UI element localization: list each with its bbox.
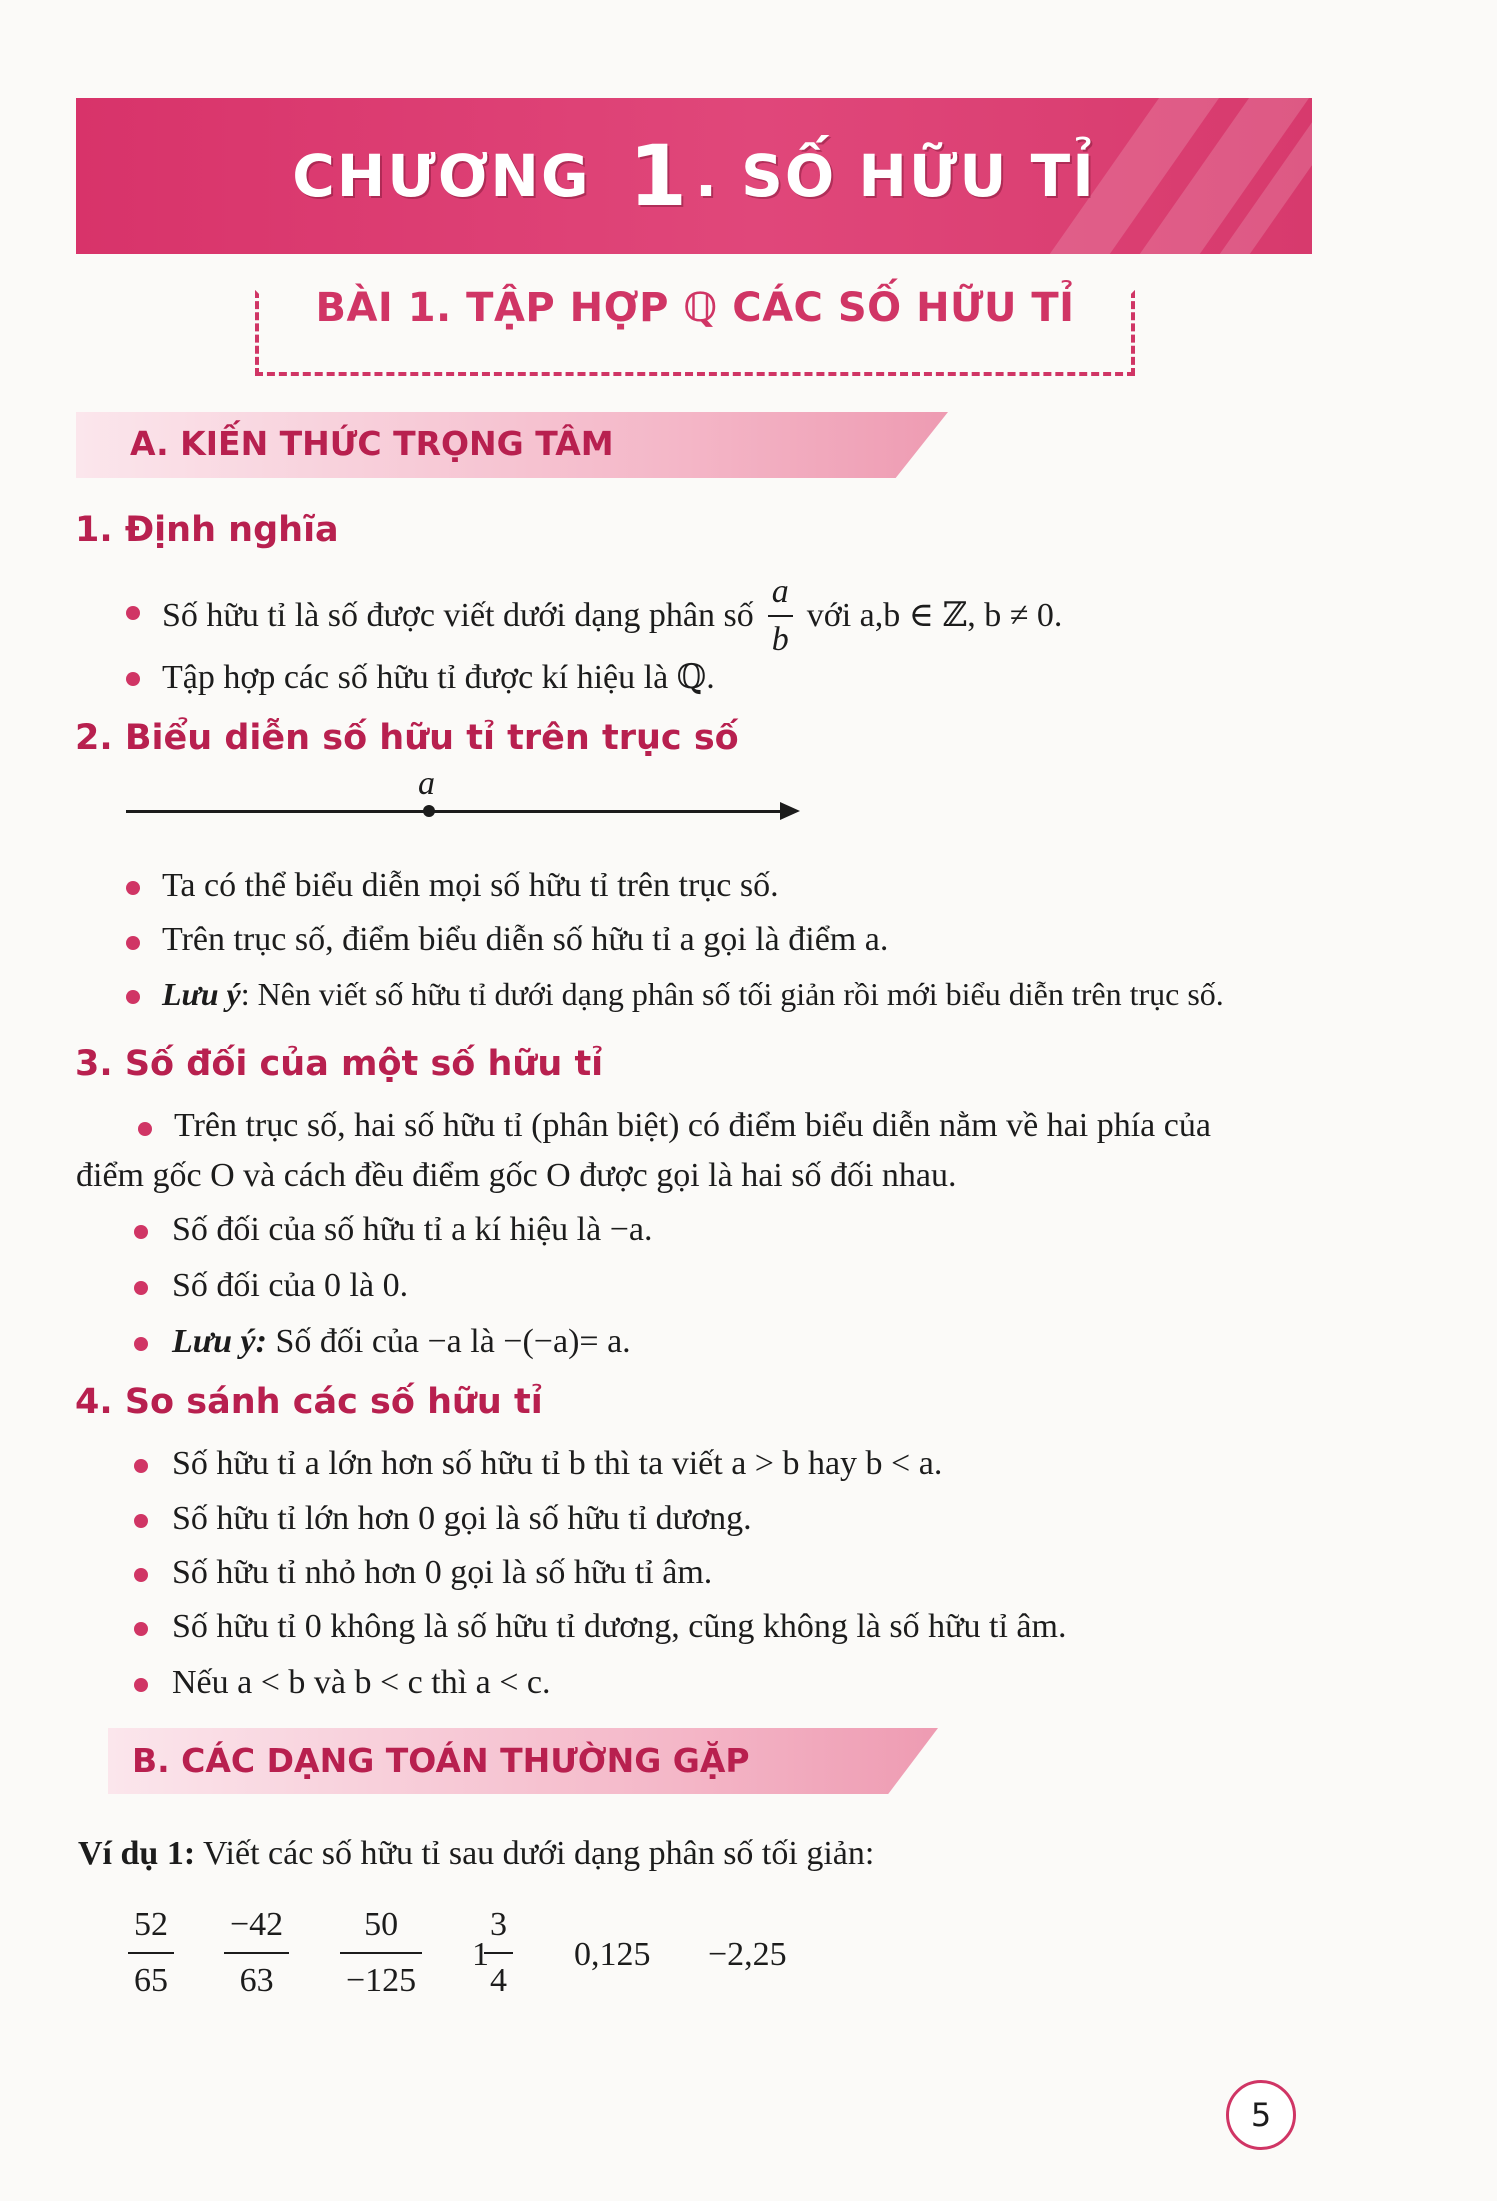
opposite-bullet-1: Số đối của số hữu tỉ a kí hiệu là −a. <box>172 1211 653 1248</box>
lesson-title: BÀI 1. TẬP HỢP ℚ CÁC SỐ HỮU TỈ <box>255 285 1135 331</box>
bullet-icon <box>126 672 140 686</box>
mixed-number-whole: 1 <box>472 1936 489 1973</box>
fraction-neg42-63: $\frac{-42}{63}$ <box>224 1908 289 1998</box>
bullet-icon <box>126 881 140 895</box>
comparison-bullet-2: Số hữu tỉ lớn hơn 0 gọi là số hữu tỉ dương. <box>172 1500 752 1537</box>
heading-definition: 1. Định nghĩa <box>75 510 339 550</box>
bullet-icon <box>126 990 140 1004</box>
number-line-point-label: a <box>418 765 435 802</box>
bullet-icon <box>134 1281 148 1295</box>
number-line-bullet-1: Ta có thể biểu diễn mọi số hữu tỉ trên trục số. <box>162 867 779 904</box>
heading-number-line: 2. Biểu diễn số hữu tỉ trên trục số <box>75 718 739 758</box>
number-line-note: Lưu ý: Nên viết số hữu tỉ dưới dạng phân số tối giản rồi mới biểu diễn trên trục số. <box>162 976 1224 1012</box>
bullet-icon <box>134 1225 148 1239</box>
chapter-word: CHƯƠNG <box>292 142 591 210</box>
bullet-icon <box>138 1122 152 1136</box>
bullet-icon <box>126 936 140 950</box>
fraction-50-neg125: $\frac{50}{-125}$ <box>340 1908 422 1998</box>
fraction-a-over-b: $\frac{a}{b}$ <box>768 575 793 657</box>
comparison-bullet-4: Số hữu tỉ 0 không là số hữu tỉ dương, cũng không là số hữu tỉ âm. <box>172 1608 1067 1645</box>
fraction-52-65: $\frac{52}{65}$ <box>128 1908 174 1998</box>
mixed-number-fraction: $\frac{3}{4}$ <box>484 1908 513 1998</box>
chapter-number: 1 <box>628 127 690 225</box>
opposite-paragraph-line-2: điểm gốc O và cách đều điểm gốc O được gọi là hai số đối nhau. <box>76 1157 957 1194</box>
bullet-icon <box>134 1568 148 1582</box>
opposite-paragraph-line-1: Trên trục số, hai số hữu tỉ (phân biệt) có điểm biểu diễn nằm về hai phía của <box>174 1107 1211 1144</box>
bullet-icon <box>134 1459 148 1473</box>
definition-line-1: Số hữu tỉ là số được viết dưới dạng phân số $\frac{a}{b}$ với a,b ∈ ℤ, b ≠ 0. <box>162 573 1063 658</box>
chapter-title <box>76 98 1312 254</box>
arrow-right-icon <box>780 802 800 820</box>
bullet-icon <box>126 606 140 620</box>
section-b-label: B. CÁC DẠNG TOÁN THƯỜNG GẶP <box>132 1741 750 1780</box>
bullet-icon <box>134 1514 148 1528</box>
bullet-icon <box>134 1337 148 1351</box>
heading-comparison: 4. So sánh các số hữu tỉ <box>75 1382 543 1422</box>
comparison-bullet-1: Số hữu tỉ a lớn hơn số hữu tỉ b thì ta viết a > b hay b < a. <box>172 1445 943 1482</box>
opposite-note: Lưu ý: Số đối của −a là −(−a)= a. <box>172 1323 631 1360</box>
heading-opposite-number: 3. Số đối của một số hữu tỉ <box>75 1044 604 1084</box>
example-1-prompt: Ví dụ 1: Viết các số hữu tỉ sau dưới dạng phân số tối giản: <box>78 1835 875 1872</box>
chapter-banner <box>76 98 1312 254</box>
chapter-name: SỐ HỮU TỈ <box>741 142 1096 210</box>
number-line-bullet-2: Trên trục số, điểm biểu diễn số hữu tỉ a gọi là điểm a. <box>162 921 889 958</box>
comparison-bullet-3: Số hữu tỉ nhỏ hơn 0 gọi là số hữu tỉ âm. <box>172 1554 713 1591</box>
number-line-point <box>423 805 435 817</box>
number-line-axis <box>126 810 786 813</box>
decimal-0-125: 0,125 <box>574 1936 651 1973</box>
comparison-bullet-5: Nếu a < b và b < c thì a < c. <box>172 1664 551 1701</box>
opposite-bullet-2: Số đối của 0 là 0. <box>172 1267 409 1304</box>
page-number: 5 <box>1226 2080 1296 2150</box>
decimal-neg-2-25: −2,25 <box>708 1936 787 1973</box>
bullet-icon <box>134 1678 148 1692</box>
chapter-dot: . <box>695 142 720 210</box>
definition-line-2: Tập hợp các số hữu tỉ được kí hiệu là ℚ. <box>162 659 715 696</box>
bullet-icon <box>134 1622 148 1636</box>
section-a-label: A. KIẾN THỨC TRỌNG TÂM <box>130 424 614 463</box>
